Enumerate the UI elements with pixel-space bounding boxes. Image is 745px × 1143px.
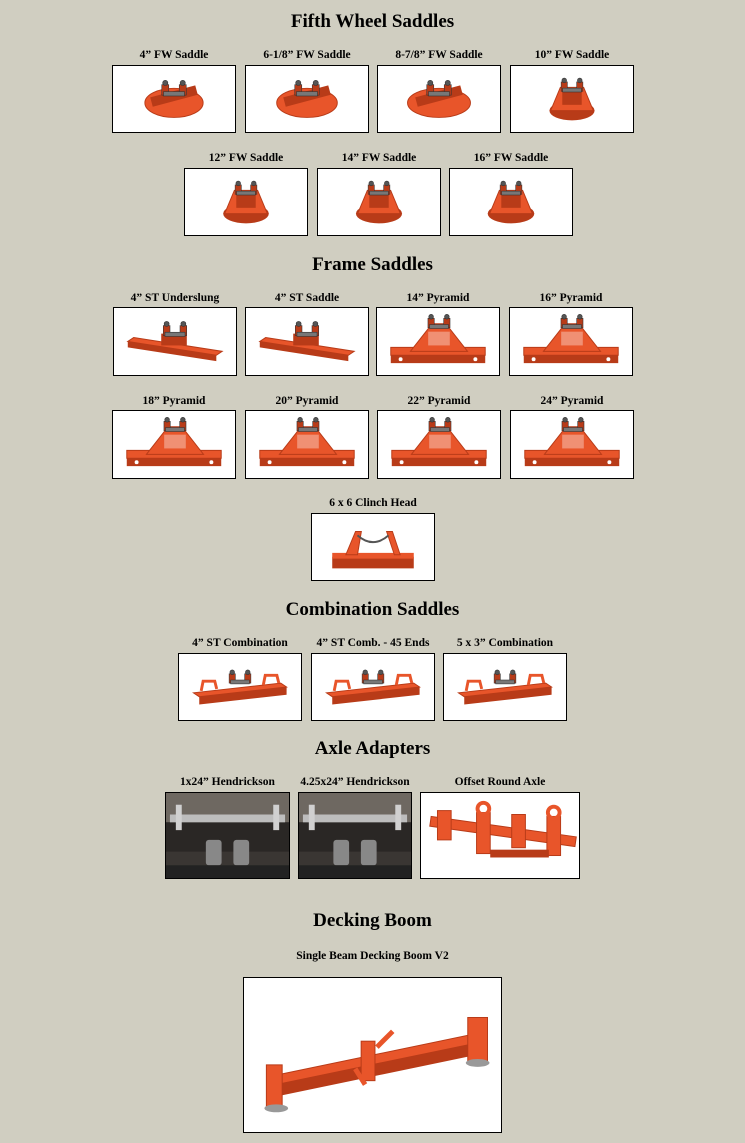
product-caption[interactable]: 16” Pyramid (539, 292, 603, 304)
section-title: Frame Saddles (312, 254, 433, 275)
product-caption[interactable]: 4” ST Combination (192, 637, 288, 649)
product-caption[interactable]: 4” ST Comb. - 45 Ends (316, 637, 430, 649)
hendrickson-425x24-photo[interactable] (298, 792, 412, 879)
fw-saddle-10-image[interactable] (510, 65, 634, 133)
product-caption[interactable]: 6 x 6 Clinch Head (329, 497, 417, 509)
section-title: Decking Boom (313, 910, 432, 931)
product-caption[interactable]: 6-1/8” FW Saddle (263, 49, 351, 61)
fw-saddle-16-image[interactable] (449, 168, 573, 236)
product-caption[interactable]: 4” ST Saddle (274, 292, 340, 304)
product-caption[interactable]: 8-7/8” FW Saddle (395, 49, 483, 61)
combination-5x3-image[interactable] (443, 653, 567, 721)
st-saddle-image[interactable] (245, 307, 369, 376)
product-caption[interactable]: Offset Round Axle (454, 776, 546, 788)
product-caption[interactable]: 22” Pyramid (407, 395, 471, 407)
product-caption[interactable]: 24” Pyramid (540, 395, 604, 407)
pyramid-24-image[interactable] (510, 410, 634, 479)
pyramid-14-image[interactable] (376, 307, 500, 376)
st-comb-45-image[interactable] (311, 653, 435, 721)
fw-saddle-14-image[interactable] (317, 168, 441, 236)
product-caption[interactable]: 14” Pyramid (406, 292, 470, 304)
product-caption[interactable]: 10” FW Saddle (534, 49, 610, 61)
product-caption[interactable]: 5 x 3” Combination (456, 637, 554, 649)
product-caption[interactable]: 14” FW Saddle (341, 152, 417, 164)
fw-saddle-6-image[interactable] (245, 65, 369, 133)
fw-saddle-12-image[interactable] (184, 168, 308, 236)
product-caption[interactable]: 4.25x24” Hendrickson (300, 776, 410, 788)
offset-round-axle-image[interactable] (420, 792, 580, 879)
product-caption[interactable]: 4” ST Underslung (130, 292, 220, 304)
product-caption[interactable]: 1x24” Hendrickson (180, 776, 275, 788)
pyramid-22-image[interactable] (377, 410, 501, 479)
hendrickson-1x24-photo[interactable] (165, 792, 290, 879)
pyramid-16-image[interactable] (509, 307, 633, 376)
product-caption[interactable]: 18” Pyramid (142, 395, 206, 407)
st-combination-image[interactable] (178, 653, 302, 721)
pyramid-18-image[interactable] (112, 410, 236, 479)
product-caption[interactable]: 4” FW Saddle (139, 49, 209, 61)
product-caption[interactable]: 16” FW Saddle (473, 152, 549, 164)
product-caption[interactable]: 20” Pyramid (275, 395, 339, 407)
product-caption[interactable]: Single Beam Decking Boom V2 (296, 950, 449, 962)
product-caption[interactable]: 12” FW Saddle (208, 152, 284, 164)
section-title: Axle Adapters (314, 738, 431, 759)
decking-boom-image[interactable] (243, 977, 502, 1133)
section-title: Fifth Wheel Saddles (290, 11, 455, 32)
section-title: Combination Saddles (285, 599, 460, 620)
fw-saddle-4-image[interactable] (112, 65, 236, 133)
st-underslung-image[interactable] (113, 307, 237, 376)
fw-saddle-8-image[interactable] (377, 65, 501, 133)
pyramid-20-image[interactable] (245, 410, 369, 479)
clinch-head-image[interactable] (311, 513, 435, 581)
